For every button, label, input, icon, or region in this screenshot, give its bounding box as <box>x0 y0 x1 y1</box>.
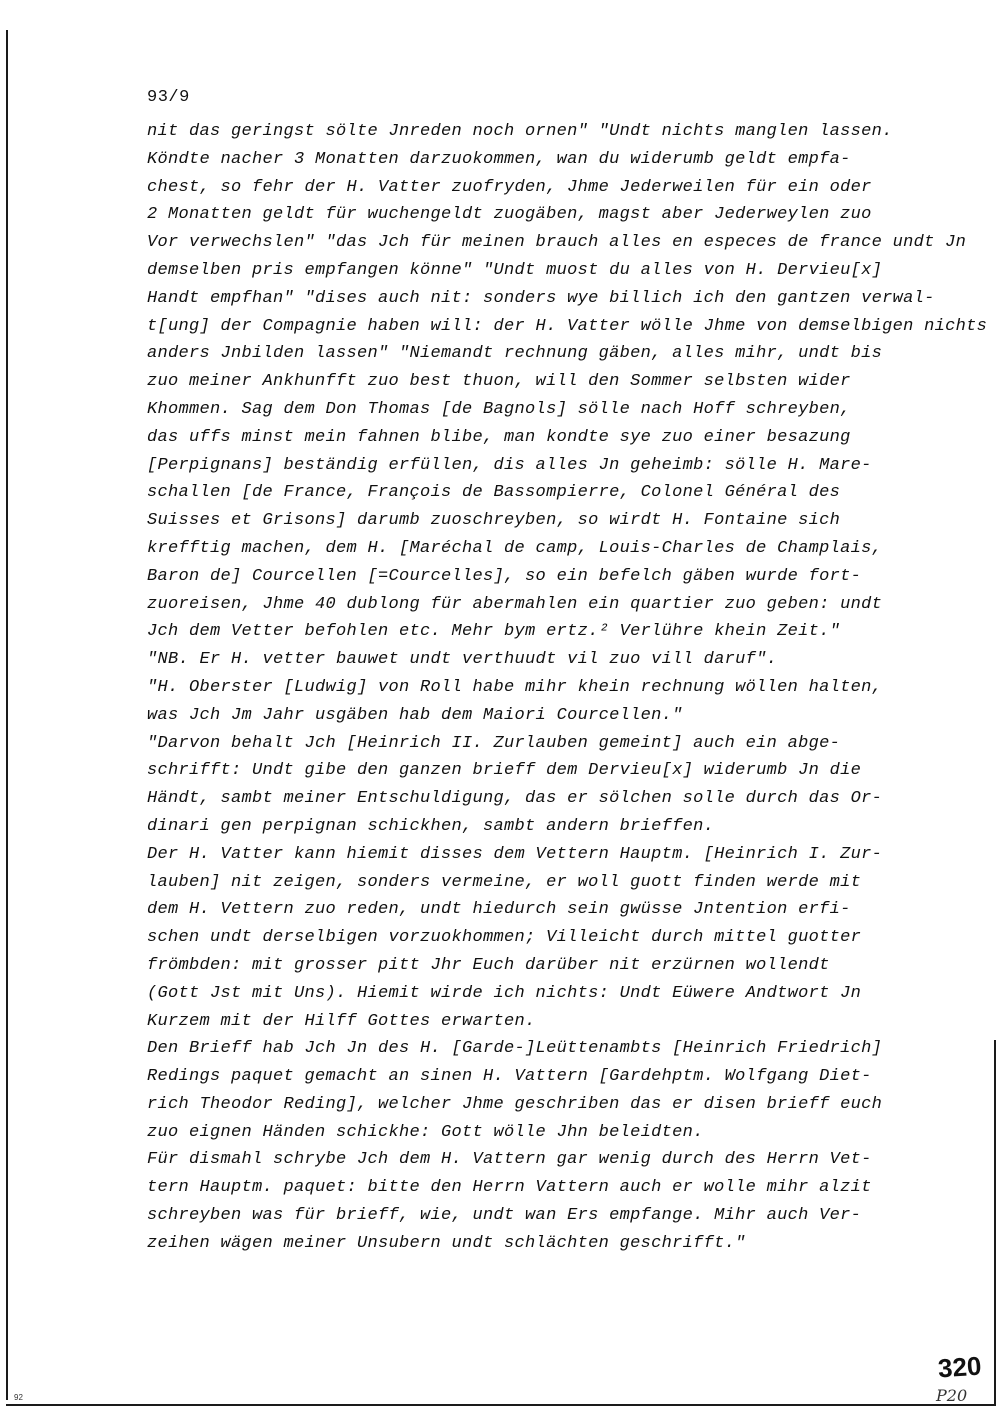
text-line: zeihen wägen meiner Unsubern undt schlächten geschrifft." <box>147 1233 746 1253</box>
text-line: Kurzem mit der Hilff Gottes erwarten. <box>147 1011 536 1031</box>
text-line: Den Brieff hab Jch Jn des H. [Garde-]Leüttenambts [Heinrich Friedrich] <box>147 1039 883 1059</box>
text-line: Vor verwechslen" "das Jch für meinen brauch alles en especes de france undt Jn <box>147 233 967 253</box>
text-line: frömbden: mit grosser pitt Jhr Euch darüber nit erzürnen wollendt <box>147 955 830 975</box>
text-line: krefftig machen, dem H. [Maréchal de camp, Louis-Charles de Champlais, <box>147 538 883 558</box>
page-number-stamp: 320 <box>936 1350 983 1384</box>
text-line: was Jch Jm Jahr usgäben hab dem Maiori Courcellen." <box>147 705 683 725</box>
text-line: (Gott Jst mit Uns). Hiemit wirde ich nichts: Undt Eüwere Andtwort Jn <box>147 983 862 1003</box>
corner-mark: 92 <box>14 1393 23 1402</box>
text-line: tern Hauptm. paquet: bitte den Herrn Vattern auch er wolle mihr alzit <box>147 1178 872 1198</box>
text-line: "Darvon behalt Jch [Heinrich II. Zurlauben gemeint] auch ein abge- <box>147 733 841 753</box>
text-line: Handt empfhan" "dises auch nit: sonders wye billich ich den gantzen verwal- <box>147 288 935 308</box>
text-line: nit das geringst sölte Jnreden noch ornen" "Undt nichts manglen lassen. <box>147 122 893 141</box>
text-line: "NB. Er H. vetter bauwet undt verthuudt vil zuo vill daruf". <box>147 650 778 670</box>
text-line: schallen [de France, François de Bassompierre, Colonel Général des <box>147 483 841 503</box>
text-line: Jch dem Vetter befohlen etc. Mehr bym ertz.² Verlühre khein Zeit." <box>147 622 841 642</box>
text-line: Köndte nacher 3 Monatten darzuokommen, wan du widerumb geldt empfa- <box>147 149 851 169</box>
text-line: rich Theodor Reding], welcher Jhme geschriben das er disen brieff euch <box>147 1094 883 1114</box>
text-line: Baron de] Courcellen [=Courcelles], so ein befelch gäben wurde fort- <box>147 566 862 586</box>
text-line: 2 Monatten geldt für wuchengeldt zuogäben, magst aber Jederweylen zuo <box>147 205 872 225</box>
text-line: dinari gen perpignan schickhen, sambt andern brieffen. <box>147 816 715 836</box>
text-line: Der H. Vatter kann hiemit disses dem Vettern Hauptm. [Heinrich I. Zur- <box>147 844 883 864</box>
page-border-bottom <box>6 1404 994 1406</box>
text-line: Suisses et Grisons] darumb zuoschreyben, so wirdt H. Fontaine sich <box>147 511 841 531</box>
text-line: t[ung] der Compagnie haben will: der H. Vatter wölle Jhme von demselbigen nichts <box>147 316 988 336</box>
page-border-left <box>6 30 8 1400</box>
text-line: anders Jnbilden lassen" "Niemandt rechnung gäben, alles mihr, undt bis <box>147 344 883 364</box>
text-line: Für dismahl schrybe Jch dem H. Vattern gar wenig durch des Herrn Vet- <box>147 1150 872 1170</box>
text-line: das uffs minst mein fahnen blibe, man kondte sye zuo einer besazung <box>147 427 851 447</box>
text-line: Händt, sambt meiner Entschuldigung, das er sölchen solle durch das Or- <box>147 789 883 809</box>
text-line: "H. Oberster [Ludwig] von Roll habe mihr khein rechnung wöllen halten, <box>147 677 883 697</box>
text-line: chest, so fehr der H. Vatter zuofryden, Jhme Jederweilen für ein oder <box>147 177 872 197</box>
pencil-page-number: P20 <box>936 1386 968 1405</box>
text-line: schrifft: Undt gibe den ganzen brieff dem Dervieu[x] widerumb Jn die <box>147 761 862 781</box>
text-line: Khommen. Sag dem Don Thomas [de Bagnols] sölle nach Hoff schreyben, <box>147 399 851 419</box>
text-line: schen undt derselbigen vorzuokhommen; Villeicht durch mittel guotter <box>147 928 862 948</box>
page-border-right <box>994 1040 996 1406</box>
text-line: schreyben was für brieff, wie, undt wan Ers empfange. Mihr auch Ver- <box>147 1206 862 1226</box>
text-line: lauben] nit zeigen, sonders vermeine, er woll guott finden werde mit <box>147 872 862 892</box>
text-line: [Perpignans] beständig erfüllen, dis alles Jn geheimb: sölle H. Mare- <box>147 455 872 475</box>
page-reference: 93/9 <box>147 88 190 107</box>
text-line: demselben pris empfangen könne" "Undt muost du alles von H. Dervieu[x] <box>147 260 883 280</box>
transcription-text <box>147 118 988 1258</box>
text-line: zuoreisen, Jhme 40 dublong für abermahlen ein quartier zuo geben: undt <box>147 594 883 614</box>
text-line: zuo eignen Händen schickhe: Gott wölle Jhn beleidten. <box>147 1122 704 1142</box>
text-line: zuo meiner Ankhunfft zuo best thuon, will den Sommer selbsten wider <box>147 372 851 392</box>
text-line: dem H. Vettern zuo reden, undt hiedurch sein gwüsse Jntention erfi- <box>147 900 851 920</box>
text-line: Redings paquet gemacht an sinen H. Vattern [Gardehptm. Wolfgang Diet- <box>147 1067 872 1087</box>
